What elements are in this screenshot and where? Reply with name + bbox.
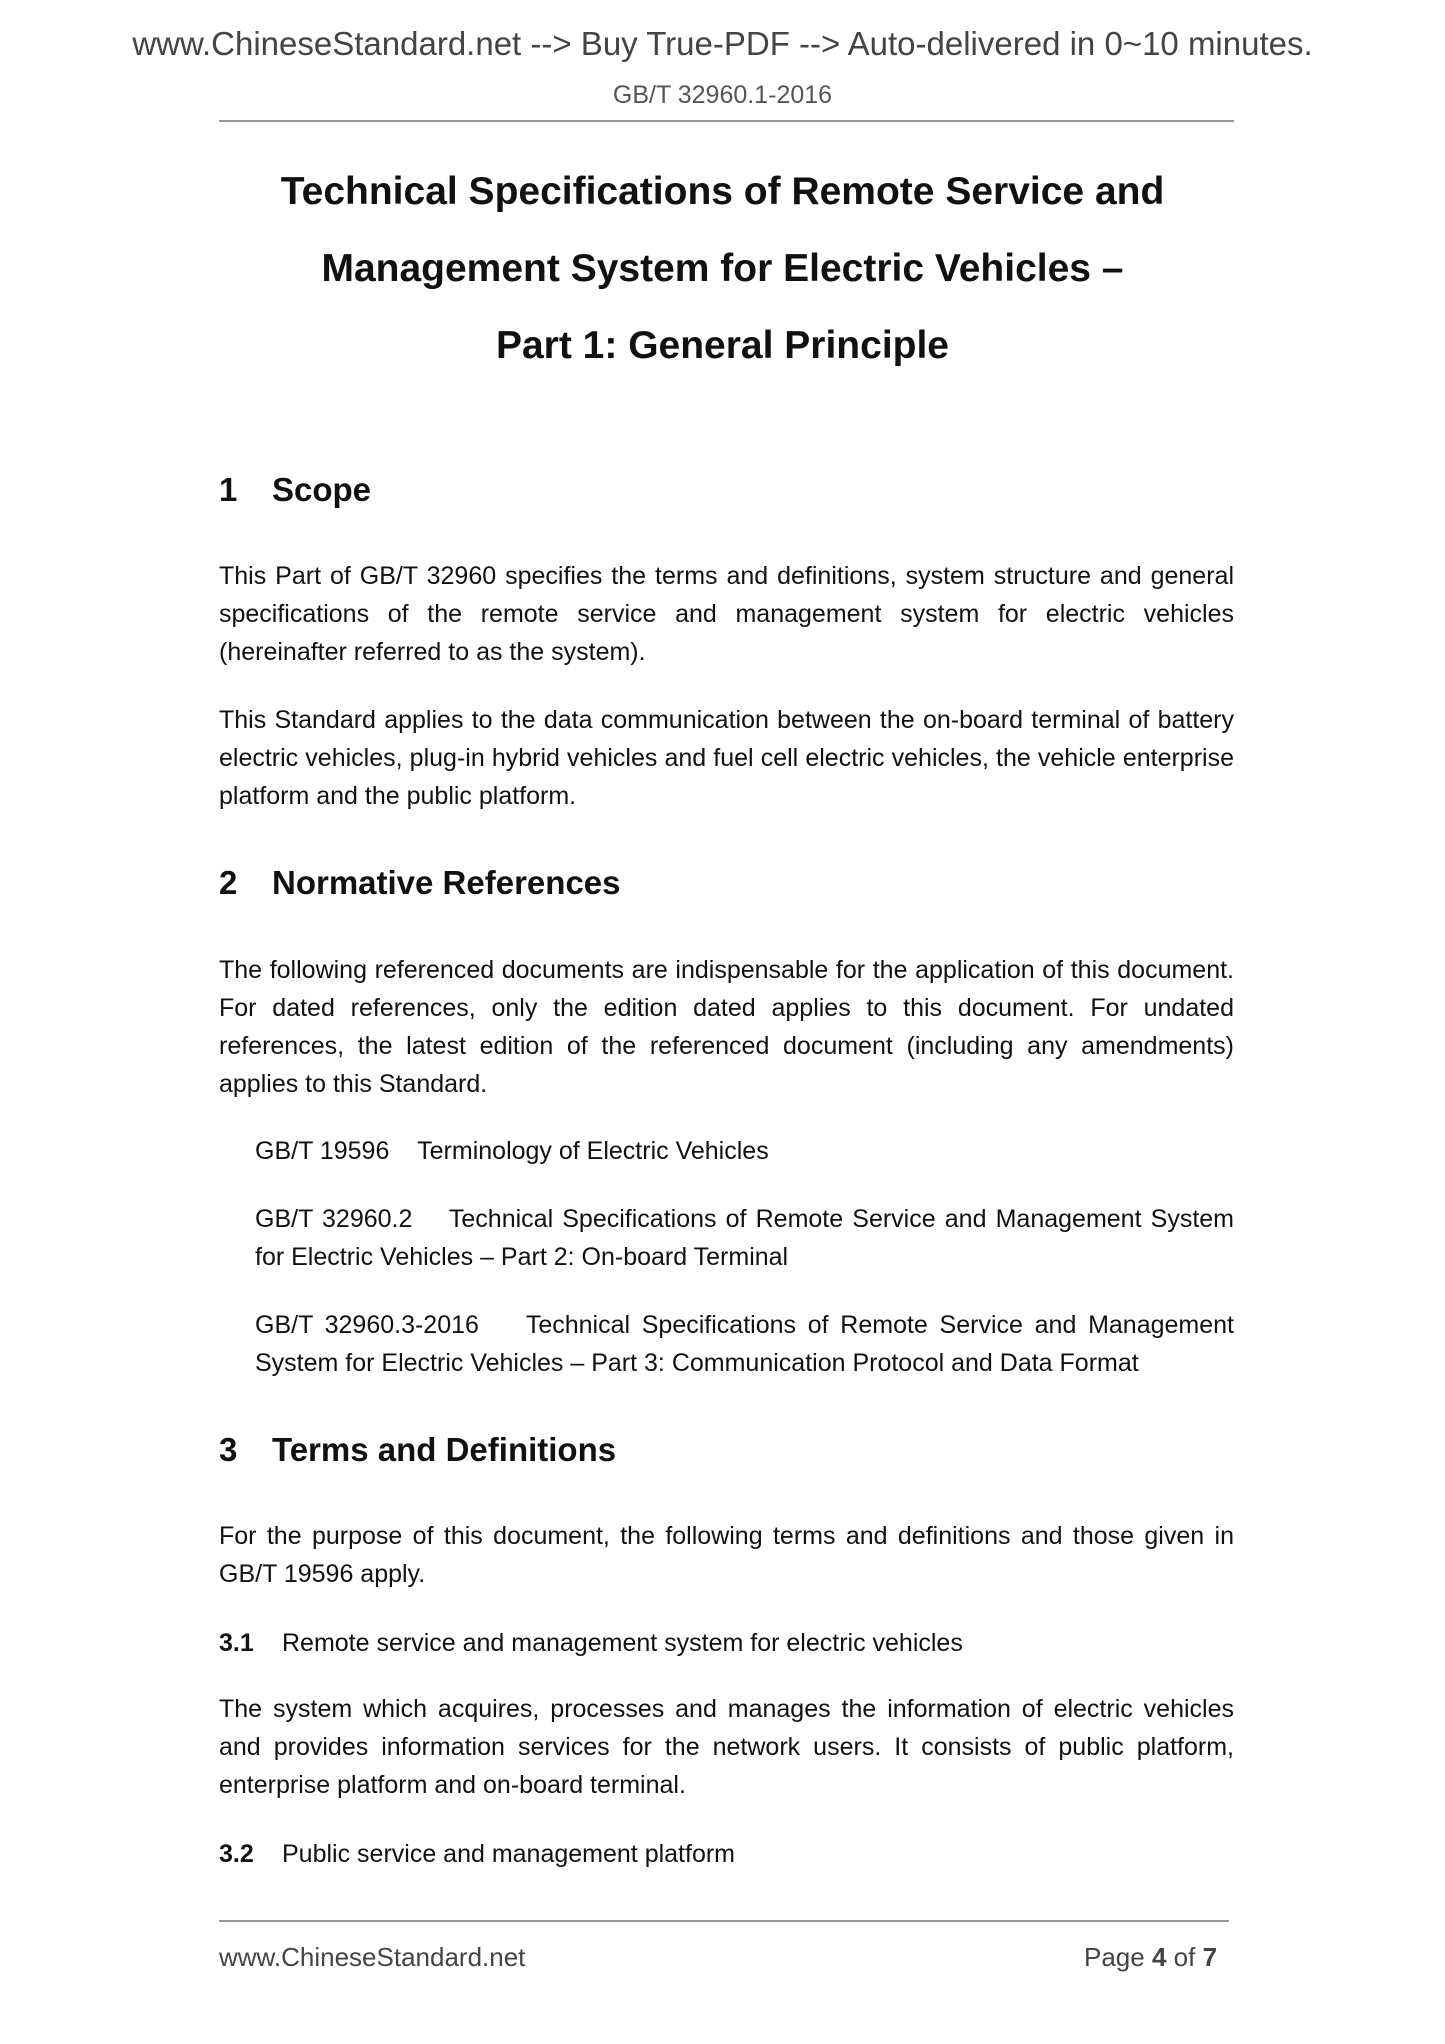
reference-item	[255, 1306, 1234, 1382]
term-name: Public service and management platform	[282, 1840, 736, 1868]
section-title: Terms and Definitions	[272, 1431, 617, 1468]
section-title: Normative References	[272, 864, 621, 901]
reference-code: GB/T 19596	[255, 1137, 390, 1165]
page-label: Page	[1084, 1942, 1145, 1972]
section-title: Scope	[272, 471, 372, 508]
term-heading	[219, 1835, 735, 1873]
paragraph: This Standard applies to the data communication between the on-board terminal of battery electric vehicles, plug-in hybrid vehicles and fuel cell electric vehicles, the vehicle enterprise platform and the public platform.	[219, 706, 1234, 810]
term-name: Remote service and management system for electric vehicles	[282, 1629, 963, 1657]
paragraph: This Part of GB/T 32960 specifies the terms and definitions, system structure and general specifications of the remote service and management system for electric vehicles (hereinafter referred to as the system).	[219, 562, 1234, 666]
term-heading	[219, 1624, 963, 1662]
header-rule	[219, 120, 1234, 122]
section-heading-scope	[219, 471, 371, 509]
doc-title-line-1: Technical Specifications of Remote Service and	[280, 170, 1165, 213]
doc-title-line-3: Part 1: General Principle	[495, 324, 949, 367]
section-number: 1	[219, 471, 238, 508]
paragraph: For the purpose of this document, the following terms and definitions and those given in GB/T 19596 apply.	[219, 1522, 1234, 1588]
section-number: 2	[219, 864, 238, 901]
reference-code: GB/T 32960.2	[255, 1205, 413, 1233]
total-pages: 7	[1202, 1942, 1218, 1972]
header-banner: www.ChineseStandard.net --> Buy True-PDF --> Auto-delivered in 0~10 minutes.	[132, 25, 1313, 62]
section-heading-normative-references	[219, 864, 621, 902]
section-heading-terms	[219, 1431, 616, 1469]
reference-title: Terminology of Electric Vehicles	[417, 1137, 769, 1165]
term-number: 3.1	[219, 1629, 254, 1657]
footer-site-link[interactable]: www.ChineseStandard.net	[219, 1942, 526, 1972]
page-of: of	[1173, 1942, 1196, 1972]
doc-title-line-2: Management System for Electric Vehicles –	[321, 247, 1124, 290]
current-page: 4	[1151, 1942, 1167, 1972]
term-number: 3.2	[219, 1840, 254, 1868]
term-definition: The system which acquires, processes and manages the information of electric vehicles and provides information services for the network users. It consists of public platform, enterprise platform and on-board terminal.	[219, 1695, 1234, 1799]
reference-code: GB/T 32960.3-2016	[255, 1311, 479, 1339]
footer-rule	[219, 1920, 1229, 1922]
reference-title: Technical Specifications of Remote Service and Management System for Electric Vehicles – Part 2: On-board Terminal	[255, 1205, 1234, 1271]
page-number	[1084, 1942, 1217, 1973]
reference-item	[255, 1132, 1234, 1170]
reference-item	[255, 1200, 1234, 1276]
header-doc-code: GB/T 32960.1-2016	[612, 81, 833, 109]
section-number: 3	[219, 1431, 238, 1468]
reference-title: Technical Specifications of Remote Service and Management System for Electric Vehicles – Part 3: Communication Protocol and Data Format	[255, 1311, 1234, 1377]
paragraph: The following referenced documents are indispensable for the application of this document. For dated references, only the edition dated applies to this document. For undated references, the latest edition of the referenced document (including any amendments) applies to this Standard.	[219, 956, 1234, 1098]
